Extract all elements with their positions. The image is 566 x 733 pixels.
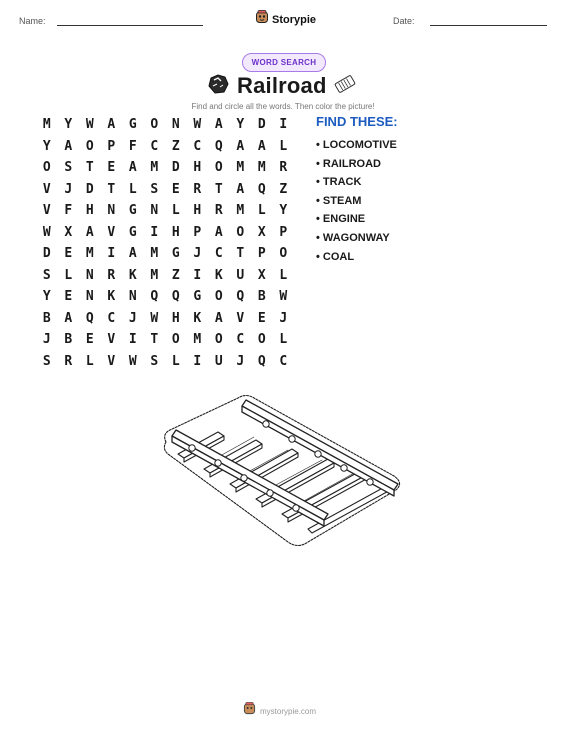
grid-letter[interactable]: D: [171, 160, 180, 176]
grid-letter[interactable]: M: [85, 246, 94, 262]
grid-letter[interactable]: T: [150, 332, 159, 348]
grid-letter[interactable]: O: [279, 246, 288, 262]
word-list-item: [316, 136, 397, 155]
grid-letter[interactable]: E: [85, 332, 94, 348]
name-line[interactable]: [57, 25, 203, 26]
bullet: •: [316, 231, 323, 244]
word-text: COAL: [322, 250, 355, 263]
grid-letter[interactable]: V: [42, 203, 51, 219]
ticket-icon: [333, 72, 357, 101]
grid-letter[interactable]: Q: [214, 138, 223, 154]
grid-letter[interactable]: H: [171, 224, 180, 240]
grid-letter[interactable]: P: [107, 138, 116, 154]
grid-letter[interactable]: A: [214, 117, 223, 133]
grid-letter[interactable]: A: [107, 117, 116, 133]
brand-logo: [255, 10, 316, 29]
grid-letter[interactable]: A: [64, 310, 73, 326]
grid-letter[interactable]: E: [257, 310, 266, 326]
grid-letter[interactable]: Q: [236, 289, 245, 305]
word-text: RAILROAD: [322, 157, 381, 170]
grid-letter[interactable]: C: [107, 310, 116, 326]
grid-letter[interactable]: L: [85, 353, 94, 369]
grid-letter[interactable]: X: [257, 267, 266, 283]
grid-letter[interactable]: R: [214, 203, 223, 219]
page-title: Railroad: [237, 73, 327, 98]
title-row: [205, 72, 357, 100]
grid-letter[interactable]: A: [128, 160, 137, 176]
grid-letter[interactable]: O: [85, 138, 94, 154]
date-line[interactable]: [430, 25, 547, 26]
word-text: LOCOMOTIVE: [322, 139, 397, 151]
grid-letter[interactable]: I: [279, 117, 288, 133]
grid-letter[interactable]: A: [236, 138, 245, 154]
grid-letter[interactable]: V: [107, 332, 116, 348]
storypie-mascot-icon: [243, 702, 256, 720]
grid-letter[interactable]: E: [107, 160, 116, 176]
grid-letter[interactable]: A: [128, 246, 137, 262]
grid-letter[interactable]: N: [85, 267, 94, 283]
grid-letter[interactable]: T: [236, 246, 245, 262]
grid-letter[interactable]: K: [214, 267, 223, 283]
grid-letter[interactable]: F: [64, 203, 73, 219]
grid-letter[interactable]: J: [279, 310, 288, 326]
word-list-item: [316, 248, 397, 267]
grid-letter[interactable]: E: [64, 289, 73, 305]
grid-letter[interactable]: O: [214, 332, 223, 348]
grid-letter[interactable]: Y: [42, 138, 51, 154]
grid-letter[interactable]: Z: [279, 181, 288, 197]
grid-letter[interactable]: N: [107, 203, 116, 219]
grid-letter[interactable]: W: [150, 310, 159, 326]
bullet: •: [316, 139, 323, 151]
grid-letter[interactable]: O: [42, 160, 51, 176]
grid-letter[interactable]: O: [214, 289, 223, 305]
grid-letter[interactable]: J: [128, 310, 137, 326]
grid-letter[interactable]: G: [128, 203, 137, 219]
grid-letter[interactable]: T: [214, 181, 223, 197]
grid-letter[interactable]: A: [85, 224, 94, 240]
grid-letter[interactable]: L: [257, 203, 266, 219]
grid-letter[interactable]: L: [64, 267, 73, 283]
find-these-heading: FIND THESE:: [316, 114, 398, 129]
grid-letter[interactable]: C: [214, 246, 223, 262]
grid-letter[interactable]: F: [128, 138, 137, 154]
grid-letter[interactable]: G: [193, 289, 202, 305]
grid-letter[interactable]: D: [85, 181, 94, 197]
grid-letter[interactable]: K: [193, 310, 202, 326]
grid-letter[interactable]: U: [214, 353, 223, 369]
grid-letter[interactable]: L: [279, 267, 288, 283]
grid-letter[interactable]: A: [236, 181, 245, 197]
bullet: •: [316, 194, 323, 207]
grid-letter[interactable]: R: [193, 181, 202, 197]
grid-letter[interactable]: R: [64, 353, 73, 369]
grid-letter[interactable]: C: [236, 332, 245, 348]
grid-letter[interactable]: K: [107, 289, 116, 305]
grid-letter[interactable]: J: [42, 332, 51, 348]
grid-letter[interactable]: L: [171, 353, 180, 369]
word-search-badge: WORD SEARCH: [242, 53, 326, 72]
grid-letter[interactable]: V: [107, 353, 116, 369]
grid-letter[interactable]: P: [257, 246, 266, 262]
grid-letter[interactable]: K: [128, 267, 137, 283]
grid-letter[interactable]: M: [236, 160, 245, 176]
footer: [243, 702, 316, 720]
word-list-item: [316, 173, 397, 192]
grid-letter[interactable]: W: [42, 224, 51, 240]
grid-letter[interactable]: A: [64, 138, 73, 154]
grid-letter[interactable]: J: [236, 353, 245, 369]
grid-letter[interactable]: A: [214, 224, 223, 240]
bullet: •: [316, 176, 323, 189]
grid-letter[interactable]: Y: [236, 117, 245, 133]
grid-letter[interactable]: S: [150, 353, 159, 369]
grid-letter[interactable]: B: [42, 310, 51, 326]
word-list-item: [316, 210, 397, 229]
grid-letter[interactable]: D: [257, 117, 266, 133]
grid-letter[interactable]: L: [279, 138, 288, 154]
grid-letter[interactable]: E: [171, 181, 180, 197]
grid-letter[interactable]: C: [150, 138, 159, 154]
grid-letter[interactable]: A: [257, 138, 266, 154]
grid-letter[interactable]: Y: [64, 117, 73, 133]
coal-lump-icon: [205, 72, 231, 101]
grid-letter[interactable]: A: [214, 310, 223, 326]
grid-letter[interactable]: V: [236, 310, 245, 326]
grid-letter[interactable]: J: [193, 246, 202, 262]
grid-letter[interactable]: L: [279, 332, 288, 348]
word-text: WAGONWAY: [322, 231, 390, 244]
word-text: STEAM: [322, 194, 362, 207]
grid-letter[interactable]: Q: [257, 181, 266, 197]
bullet: •: [316, 157, 323, 170]
grid-letter[interactable]: H: [193, 160, 202, 176]
grid-letter[interactable]: G: [128, 117, 137, 133]
grid-letter[interactable]: Z: [171, 267, 180, 283]
grid-letter[interactable]: M: [236, 203, 245, 219]
grid-letter[interactable]: E: [64, 246, 73, 262]
grid-letter[interactable]: M: [42, 117, 51, 133]
grid-letter[interactable]: M: [150, 267, 159, 283]
grid-letter[interactable]: N: [128, 289, 137, 305]
grid-letter[interactable]: I: [107, 246, 116, 262]
grid-letter[interactable]: H: [85, 203, 94, 219]
grid-letter[interactable]: O: [214, 160, 223, 176]
grid-letter[interactable]: R: [279, 160, 288, 176]
grid-letter[interactable]: I: [193, 353, 202, 369]
grid-letter[interactable]: Q: [150, 289, 159, 305]
railroad-track-coloring-illustration[interactable]: [158, 384, 408, 559]
grid-letter[interactable]: M: [150, 246, 159, 262]
grid-letter[interactable]: I: [193, 267, 202, 283]
grid-letter[interactable]: W: [279, 289, 288, 305]
grid-letter[interactable]: X: [64, 224, 73, 240]
storypie-mascot-icon: [255, 10, 269, 29]
grid-letter[interactable]: X: [257, 224, 266, 240]
grid-letter[interactable]: R: [107, 267, 116, 283]
brand-name: Storypie: [272, 13, 317, 26]
grid-letter[interactable]: Y: [42, 289, 51, 305]
grid-letter[interactable]: V: [107, 224, 116, 240]
grid-letter[interactable]: L: [171, 203, 180, 219]
grid-letter[interactable]: P: [193, 224, 202, 240]
grid-letter[interactable]: H: [171, 310, 180, 326]
grid-letter[interactable]: W: [193, 117, 202, 133]
grid-letter[interactable]: M: [193, 332, 202, 348]
grid-letter[interactable]: P: [279, 224, 288, 240]
word-list-item: [316, 229, 397, 248]
word-text: TRACK: [322, 176, 362, 189]
bullet: •: [316, 213, 323, 226]
grid-letter[interactable]: M: [150, 160, 159, 176]
grid-letter[interactable]: T: [85, 160, 94, 176]
grid-letter[interactable]: C: [279, 353, 288, 369]
grid-letter[interactable]: C: [193, 138, 202, 154]
grid-letter[interactable]: I: [150, 224, 159, 240]
name-label: Name:: [19, 16, 46, 26]
grid-letter[interactable]: N: [150, 203, 159, 219]
grid-letter[interactable]: U: [236, 267, 245, 283]
word-list-item: [316, 192, 397, 211]
word-list-item: [316, 155, 397, 174]
grid-letter[interactable]: S: [42, 353, 51, 369]
grid-letter[interactable]: W: [128, 353, 137, 369]
grid-letter[interactable]: Q: [85, 310, 94, 326]
grid-letter[interactable]: Q: [257, 353, 266, 369]
grid-letter[interactable]: W: [85, 117, 94, 133]
letter-grid[interactable]: [36, 114, 294, 372]
grid-letter[interactable]: G: [171, 246, 180, 262]
grid-letter[interactable]: H: [193, 203, 202, 219]
grid-letter[interactable]: B: [64, 332, 73, 348]
footer-url[interactable]: mystorypie.com: [260, 706, 317, 716]
word-text: ENGINE: [322, 213, 366, 226]
grid-letter[interactable]: O: [171, 332, 180, 348]
grid-letter[interactable]: Z: [171, 138, 180, 154]
grid-letter[interactable]: D: [42, 246, 51, 262]
grid-letter[interactable]: J: [64, 181, 73, 197]
grid-letter[interactable]: M: [257, 160, 266, 176]
grid-letter[interactable]: T: [107, 181, 116, 197]
bullet: •: [316, 250, 323, 263]
grid-letter[interactable]: G: [128, 224, 137, 240]
grid-letter[interactable]: S: [64, 160, 73, 176]
grid-letter[interactable]: N: [171, 117, 180, 133]
grid-letter[interactable]: O: [150, 117, 159, 133]
word-list: [316, 136, 397, 266]
grid-letter[interactable]: O: [236, 224, 245, 240]
grid-letter[interactable]: Q: [171, 289, 180, 305]
grid-letter[interactable]: L: [128, 181, 137, 197]
instructions: Find and circle all the words. Then color the picture!: [191, 102, 375, 111]
grid-letter[interactable]: S: [150, 181, 159, 197]
grid-letter[interactable]: Y: [279, 203, 288, 219]
grid-letter[interactable]: V: [42, 181, 51, 197]
grid-letter[interactable]: B: [257, 289, 266, 305]
grid-letter[interactable]: S: [42, 267, 51, 283]
grid-letter[interactable]: I: [128, 332, 137, 348]
grid-letter[interactable]: N: [85, 289, 94, 305]
date-label: Date:: [393, 16, 415, 26]
grid-letter[interactable]: O: [257, 332, 266, 348]
